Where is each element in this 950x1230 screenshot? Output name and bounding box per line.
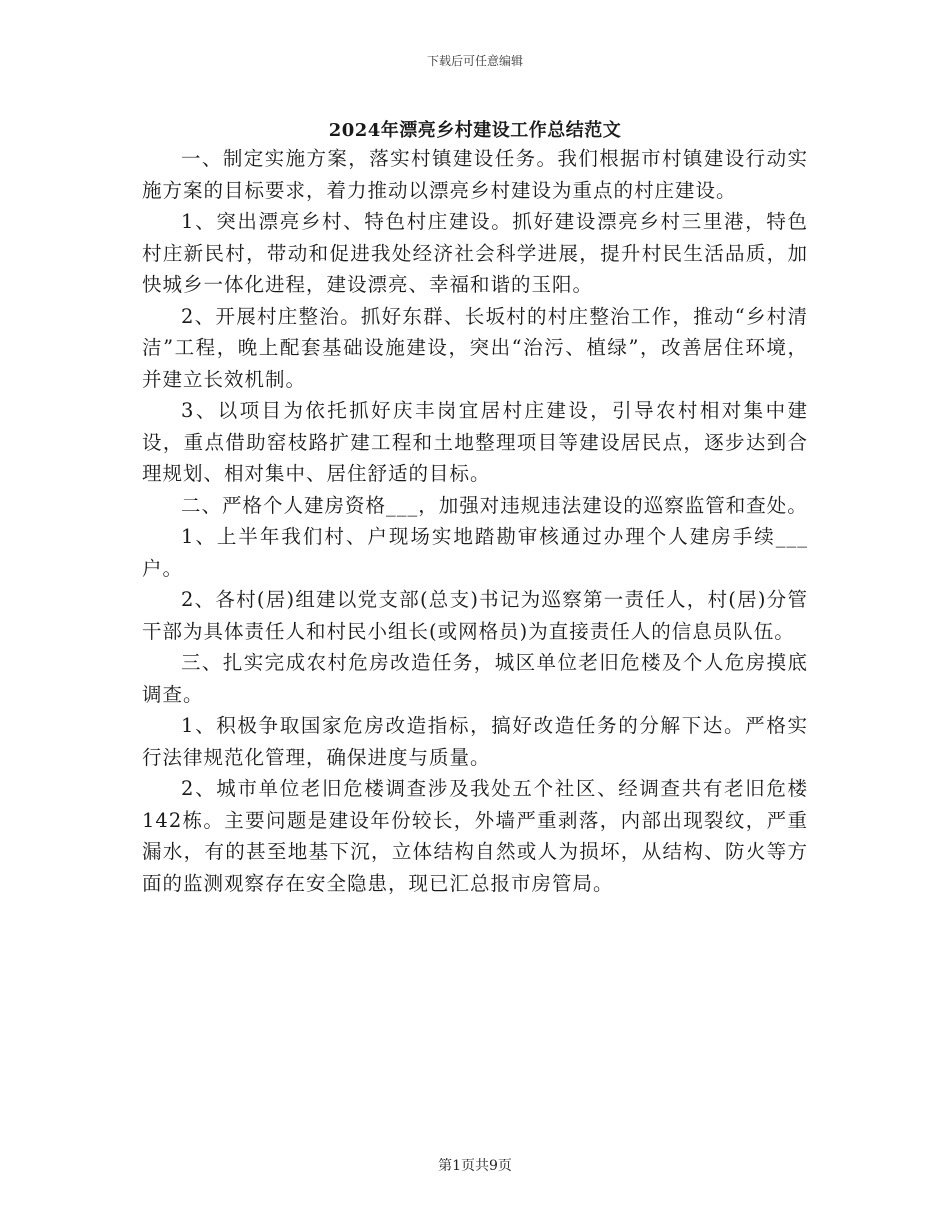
paragraph-item-3-1: 1、积极争取国家危房改造指标，搞好改造任务的分解下达。严格实行法律规范化管理，确保进度与质量。 [142, 714, 808, 769]
document-body [142, 143, 808, 899]
paragraph-item-1-2: 2、开展村庄整治。抓好东群、长坂村的村庄整治工作，推动“乡村清洁”工程，晚上配套基础设施建设，突出“治污、植绿”，改善居住环境，并建立长效机制。 [142, 304, 808, 391]
page-header-note: 下载后可任意编辑 [426, 54, 523, 68]
paragraph-item-1-3: 3、以项目为依托抓好庆丰岗宜居村庄建设，引导农村相对集中建设，重点借助窑枝路扩建工程和土地整理项目等建设居民点，逐步达到合理规划、相对集中、居住舒适的目标。 [142, 399, 808, 485]
paragraph-item-1-1: 1、突出漂亮乡村、特色村庄建设。抓好建设漂亮乡村三里港，特色村庄新民村，带动和促进我处经济社会科学进展，提升村民生活品质，加快城乡一体化进程，建设漂亮、幸福和谐的玉阳。 [142, 210, 808, 296]
paragraph-item-3-2: 2、城市单位老旧危楼调查涉及我处五个社区、经调查共有老旧危楼142栋。主要问题是建设年份较长，外墙严重剥落，内部出现裂纹，严重漏水，有的甚至地基下沉，立体结构自然或人为损坏，从结构、防火等方面的监测观察存在安全隐患，现已汇总报市房管局。 [142, 777, 808, 895]
paragraph-item-2-2: 2、各村(居)组建以党支部(总支)书记为巡察第一责任人，村(居)分管干部为具体责任人和村民小组长(或网格员)为直接责任人的信息员队伍。 [142, 588, 808, 643]
paragraph-section-3: 三、扎实完成农村危房改造任务，城区单位老旧危楼及个人危房摸底调查。 [142, 651, 808, 706]
paragraph-section-2: 二、严格个人建房资格___，加强对违规违法建设的巡察监管和查处。 [181, 493, 808, 517]
page-indicator: 第1页共9页 [438, 1158, 512, 1174]
paragraph-item-2-1: 1、上半年我们村、户现场实地踏勘审核通过办理个人建房手续___户。 [142, 525, 808, 580]
document-title: 2024年漂亮乡村建设工作总结范文 [328, 120, 622, 141]
paragraph-section-1: 一、制定实施方案，落实村镇建设任务。我们根据市村镇建设行动实施方案的目标要求，着力推动以漂亮乡村建设为重点的村庄建设。 [142, 147, 808, 202]
